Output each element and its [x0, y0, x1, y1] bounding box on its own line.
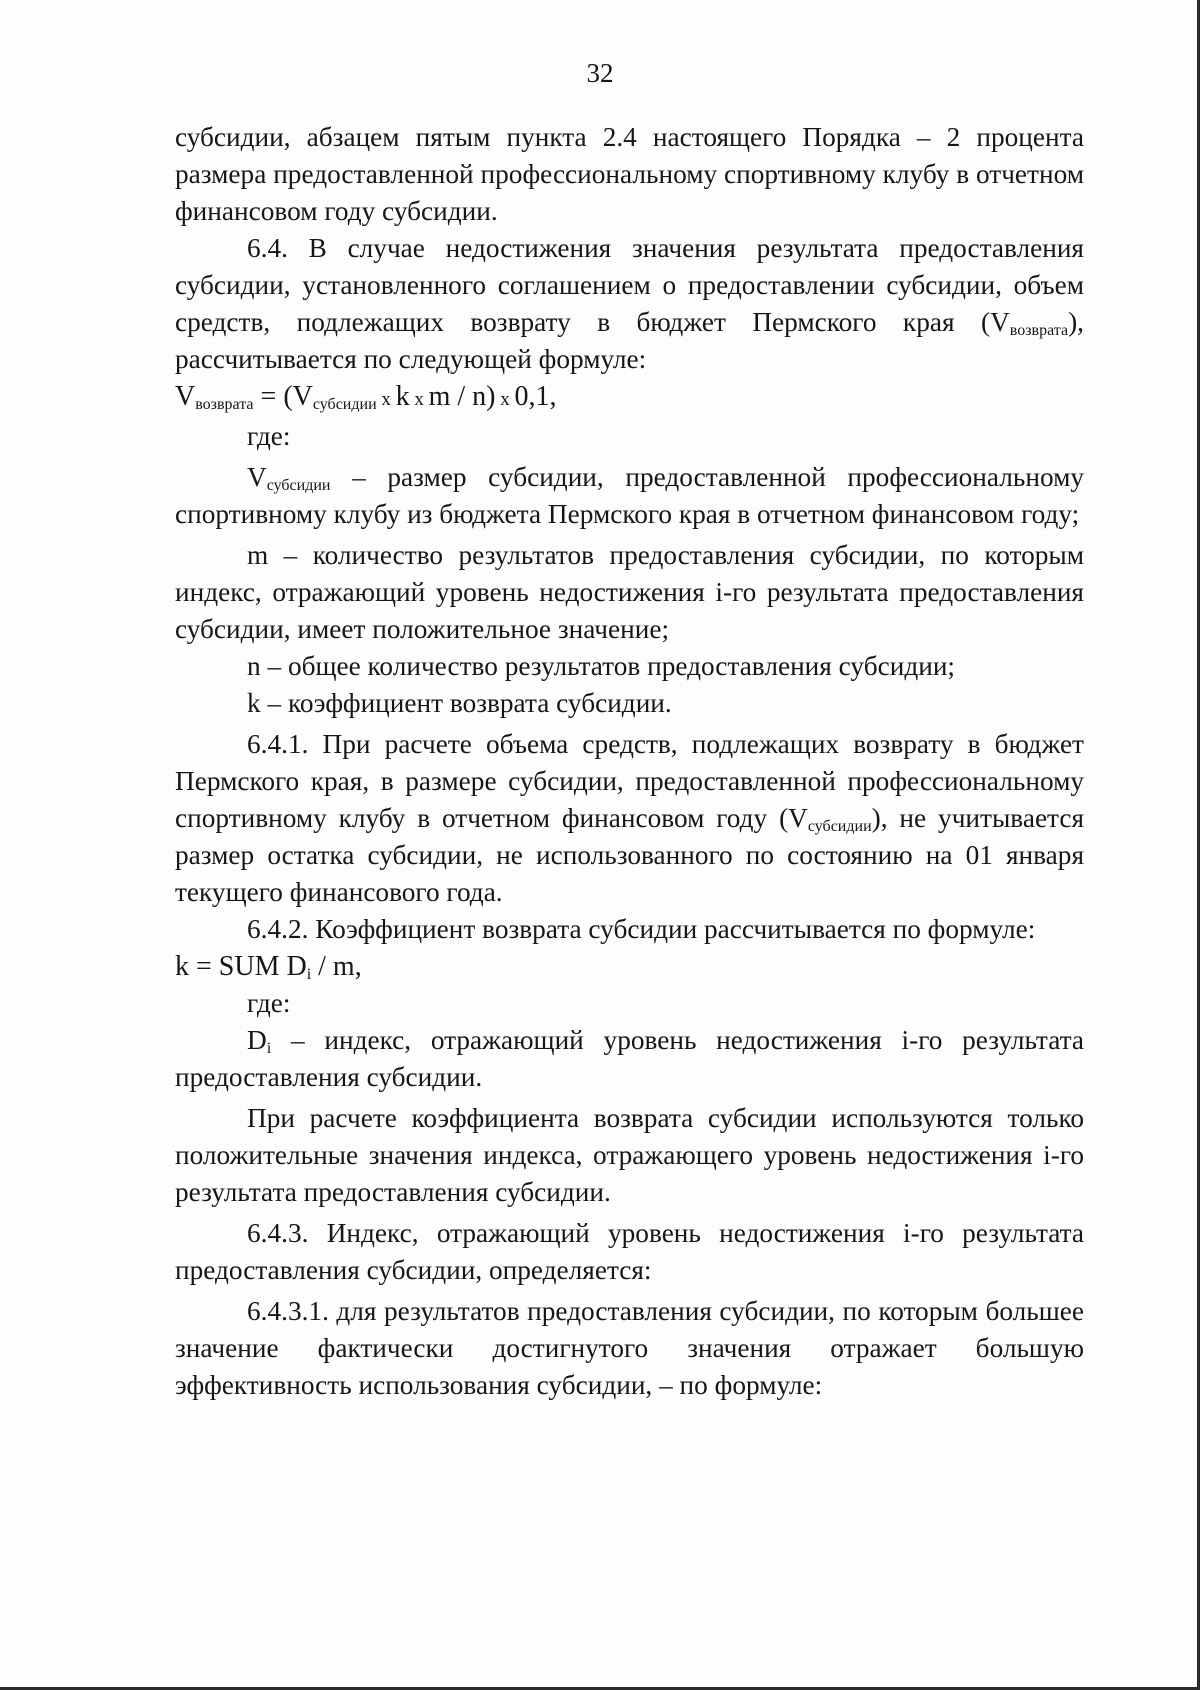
paragraph-6-4-text-before: 6.4. В случае недостижения значения результата предоставления субсидии, установленного соглашением о предоставлении субсидии, объем средств, подлежащих возврату в бюджет Пермского края (V	[175, 233, 1084, 337]
formula-sub-vozvrata: возврата	[195, 396, 254, 413]
page-number: 32	[586, 58, 614, 88]
where-label-1: где:	[247, 421, 291, 451]
formula-v: V	[175, 381, 196, 412]
definition-d-i	[175, 1022, 1084, 1096]
definition-d-subscript: i	[266, 1040, 272, 1057]
definition-v-subscript: субсидии	[266, 477, 331, 494]
paragraph-6-4-3-1: 6.4.3.1. для результатов предоставления субсидии, по которым большее значение фактически достигнутого значения отражает большую эффективность использования субсидии, – по формуле:	[175, 1296, 1084, 1400]
definition-k: k – коэффициент возврата субсидии.	[247, 688, 672, 718]
formula-multiply-1: x	[376, 389, 396, 410]
paragraph-6-4-3: 6.4.3. Индекс, отражающий уровень недостижения i-го результата предоставления субсидии, определяется:	[175, 1218, 1084, 1285]
definition-n: n – общее количество результатов предоставления субсидии;	[247, 651, 956, 681]
formula2-left: k = SUM D	[175, 951, 307, 982]
formula-sub-subsidii: субсидии	[312, 396, 377, 413]
formula-k: k	[395, 381, 410, 412]
formula-tail: 0,1,	[514, 381, 557, 412]
definition-d-symbol: D	[247, 1025, 267, 1055]
definition-v-text: – размер субсидии, предоставленной профессиональному спортивному клубу из бюджета Пермского края в отчетном финансовом году;	[175, 462, 1084, 529]
formula2-sub-i: i	[306, 966, 312, 983]
formula-multiply-2: x	[409, 389, 429, 410]
paragraph-6-4-text-after: ), рассчитывается по следующей формуле:	[175, 307, 1084, 374]
formula-coefficient	[175, 948, 1084, 985]
paragraph-6-4-1-text-after: ), не учитывается размер остатка субсидии, не использованного по состоянию на 01 января текущего финансового года.	[175, 803, 1084, 907]
document-body	[175, 119, 1084, 1404]
subscript-subsidii: субсидии	[807, 818, 872, 835]
where-label-2: где:	[247, 988, 291, 1018]
formula2-right: / m,	[311, 951, 362, 982]
definition-v-symbol: V	[247, 462, 267, 492]
subscript-vozvrata: возврата	[1009, 322, 1069, 339]
definition-v-subsidii	[175, 459, 1084, 533]
definition-d-text: – индекс, отражающий уровень недостижения i-го результата предоставления субсидии.	[175, 1025, 1084, 1092]
paragraph-6-4-2: 6.4.2. Коэффициент возврата субсидии рассчитывается по формуле:	[247, 914, 1036, 944]
definition-m: m – количество результатов предоставления субсидии, по которым индекс, отражающий уровень недостижения i-го результата предоставления субсидии, имеет положительное значение;	[175, 540, 1084, 644]
formula-m-over-n: m / n)	[428, 381, 496, 412]
formula-return-volume	[175, 378, 1084, 418]
paragraph-6-4	[175, 230, 1084, 378]
paragraph-6-4-1	[175, 726, 1084, 911]
paragraph-6-4-1-text-before: 6.4.1. При расчете объема средств, подлежащих возврату в бюджет Пермского края, в размере субсидии, предоставленной профессиональному спортивному клубу в отчетном финансовом году (V	[175, 729, 1084, 833]
formula-eq-open: = (V	[253, 381, 313, 412]
paragraph-intro: субсидии, абзацем пятым пункта 2.4 настоящего Порядка – 2 процента размера предоставленной профессиональному спортивному клубу в отчетном финансовом году субсидии.	[175, 122, 1084, 226]
formula-multiply-3: x	[495, 389, 515, 410]
paragraph-positive-values: При расчете коэффициента возврата субсидии используются только положительные значения индекса, отражающего уровень недостижения i-го результата предоставления субсидии.	[175, 1103, 1084, 1207]
